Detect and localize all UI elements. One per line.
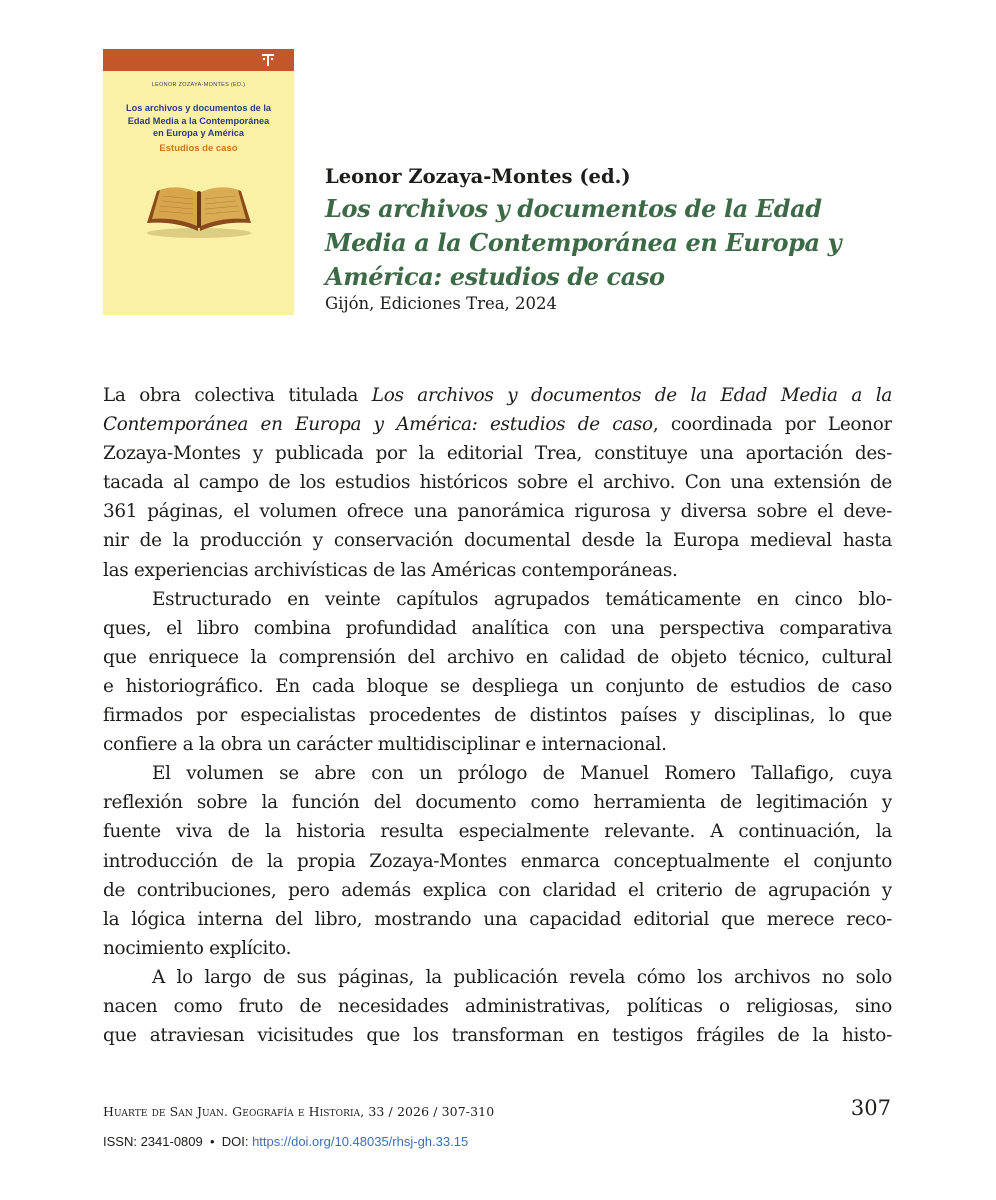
text-line: las experiencias archivísticas de las Américas contemporáneas. <box>103 559 678 581</box>
book-cover <box>103 49 294 315</box>
text-line: que enriquece la comprensión del archivo en calidad de objeto técnico, cultural <box>103 646 892 668</box>
publication-info: Gijón, Ediciones Trea, 2024 <box>325 294 558 313</box>
text-line: El volumen se abre con un prólogo de Manuel Romero Tallafigo, cuya <box>152 763 892 785</box>
book-title-line: América: estudios de caso <box>325 262 665 291</box>
cover-subtitle: Estudios de caso <box>159 143 238 154</box>
journal-citation: Huarte de San Juan. Geografía e Historia, 33 / 2026 / 307-310 <box>103 1104 495 1119</box>
text-line: Estructurado en veinte capítulos agrupados temáticamente en cinco blo- <box>152 588 892 610</box>
text-line: 361 páginas, el volumen ofrece una panorámica rigurosa y diversa sobre el deve- <box>103 501 892 523</box>
cover-editor: LEONOR ZOZAYA-MONTES (ED.) <box>151 82 246 88</box>
text-line: tacada al campo de los estudios históricos sobre el archivo. Con una extensión de <box>103 472 892 494</box>
issn-label: ISSN: 2341-0809 • DOI: <box>103 1134 253 1149</box>
cover-title-line: Los archivos y documentos de la <box>126 103 271 113</box>
cover-title <box>111 102 286 140</box>
text-line: ques, el libro combina profundidad analítica con una perspectiva comparativa <box>103 617 892 639</box>
text-line: fuente viva de la historia resulta especialmente relevante. A continuación, la <box>103 821 892 843</box>
text-line: e historiográfico. En cada bloque se despliega un conjunto de estudios de caso <box>103 675 892 697</box>
open-book-illustration <box>143 177 255 239</box>
book-title-inline: Contemporánea en Europa y América: estudios de caso <box>103 414 653 436</box>
book-title-line: Media a la Contemporánea en Europa y <box>325 228 842 257</box>
book-title <box>325 192 885 294</box>
text-line: nir de la producción y conservación documental desde la Europa medieval hasta <box>103 530 892 552</box>
cover-title-line: Edad Media a la Contemporánea <box>127 115 270 126</box>
text-line: la lógica interna del libro, mostrando una capacidad editorial que merece reco- <box>103 908 892 930</box>
text-line <box>103 381 892 410</box>
text-line: confiere a la obra un carácter multidisciplinar e internacional. <box>103 734 667 756</box>
book-editor: Leonor Zozaya-Montes (ed.) <box>325 165 631 188</box>
text-line <box>103 410 892 439</box>
text-line: de contribuciones, pero además explica con claridad el criterio de agrupación y <box>103 879 892 901</box>
doi-link[interactable]: https://doi.org/10.48035/rhsj-gh.33.15 <box>252 1134 469 1149</box>
cover-title-line: en Europa y América <box>152 128 245 138</box>
text-line: que atraviesan vicisitudes que los transforman en testigos frágiles de la histo- <box>103 1025 892 1047</box>
publisher-logo-icon <box>261 52 275 68</box>
review-header <box>325 162 885 316</box>
page-number: 307 <box>850 1096 891 1120</box>
book-title-line: Los archivos y documentos de la Edad <box>325 194 822 223</box>
review-body <box>103 381 892 1050</box>
text-line: A lo largo de sus páginas, la publicación revela cómo los archivos no solo <box>152 966 892 988</box>
text-line: reflexión sobre la función del documento como herramienta de legitimación y <box>103 792 892 814</box>
text-line: firmados por especialistas procedentes de distintos países y disciplinas, lo que <box>103 705 892 727</box>
text-line: nocimiento explícito. <box>103 937 292 959</box>
text-segment: La obra colectiva titulada <box>103 385 372 406</box>
text-segment: , coordinada por Leonor <box>652 414 892 436</box>
book-title-inline: Los archivos y documentos de la Edad Media a la <box>371 385 892 406</box>
text-line: introducción de la propia Zozaya-Montes enmarca conceptualmente el conjunto <box>103 850 892 872</box>
text-line: Zozaya-Montes y publicada por la editorial Trea, constituye una aportación des- <box>103 443 892 465</box>
text-line: nacen como fruto de necesidades administrativas, políticas o religiosas, sino <box>103 995 892 1017</box>
issn-doi-line <box>103 1134 468 1149</box>
